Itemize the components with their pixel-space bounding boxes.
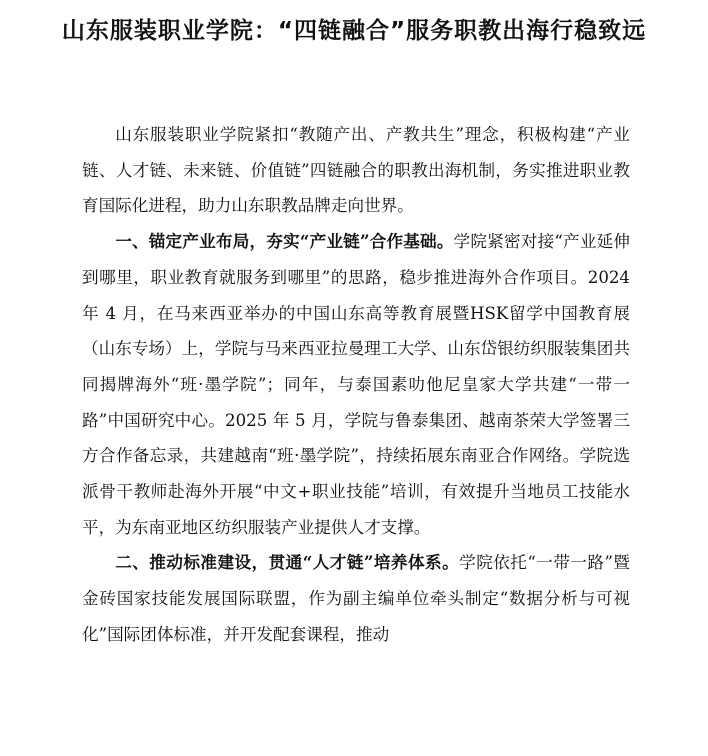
paragraph-text: 学院依托“一带一路”暨金砖国家技能发展国际联盟，作为副主编单位牵头制定“数据分析与可视化”国际团体标准，并开发配套课程，推动 [82, 553, 631, 644]
section-heading: 一、锚定产业布局，夯实“产业链”合作基础。 [115, 231, 454, 252]
section-heading: 二、推动标准建设，贯通“人才链”培养体系。 [115, 552, 460, 573]
paragraph-section-2 [82, 545, 630, 652]
document-title: 山东服装职业学院：“四链融合”服务职教出海行稳致远 [61, 18, 647, 44]
paragraph-text: 山东服装职业学院紧扣“教随产出、产教共生”理念，积极构建“产业链、人才链、未来链、价值链”四链融合的职教出海机制，务实推进职业教育国际化进程，助力山东职教品牌走向世界。 [82, 125, 630, 216]
paragraph-section-1 [82, 224, 630, 545]
document-body [82, 117, 630, 653]
paragraph-intro [82, 117, 630, 224]
paragraph-text: 学院紧密对接“产业延伸到哪里，职业教育就服务到哪里”的思路，稳步推进海外合作项目。2024 年 4 月，在马来西亚举办的中国山东高等教育展暨HSK留学中国教育展（山东专场）上，学院与马来西亚拉曼理工大学、山东岱银纺织服装集团共同揭牌海外“班·墨学院”；同年，与泰国素叻他尼皇家大学共建“一带一路”中国研究中心。2025 年 5 月，学院与鲁泰集团、越南茶荣大学签署三方合作备忘录，共建越南“班·墨学院”，持续拓展东南亚合作网络。学院选派骨干教师赴海外开展“中文+职业技能”培训，有效提升当地员工技能水平，为东南亚地区纺织服装产业提供人才支撑。 [82, 232, 631, 537]
